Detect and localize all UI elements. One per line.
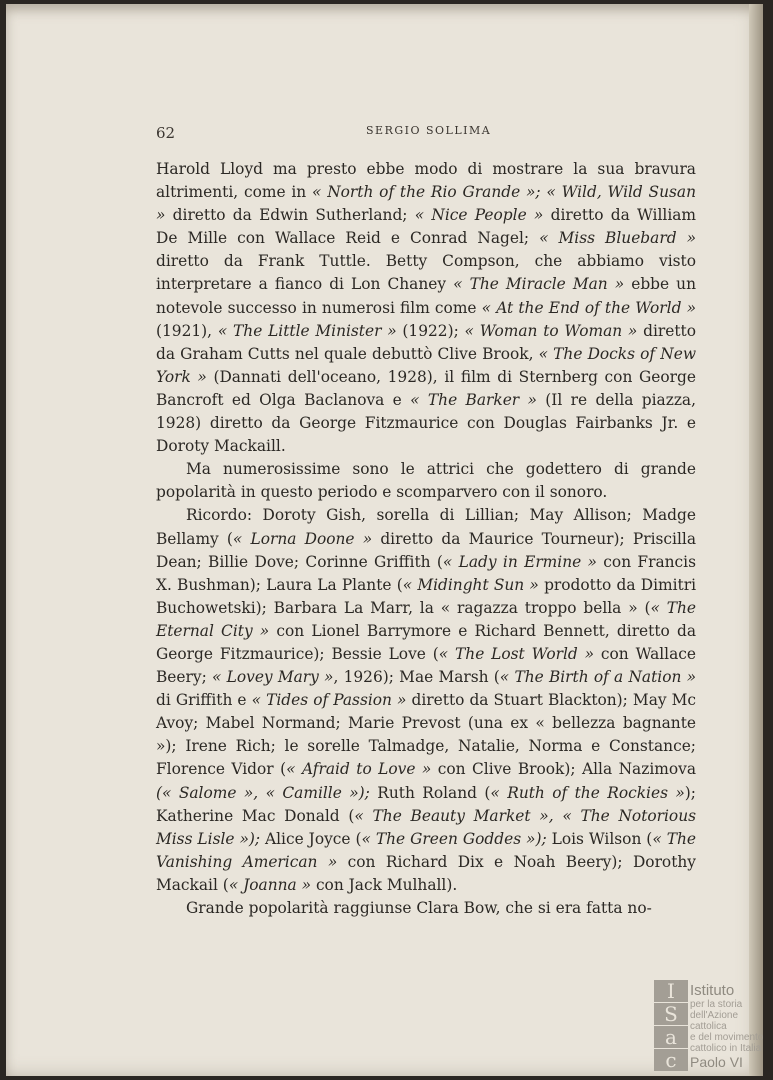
film-title: « The Eternal City »	[156, 598, 696, 640]
text-run: (1922);	[396, 321, 465, 340]
text-run: con Richard Dix e Noah Beery); Dorothy Mackail (	[156, 852, 696, 894]
film-title: « The Miracle Man »	[453, 275, 625, 294]
text-run: diretto da Maurice Tourneur); Priscilla Dean; Billie Dove; Corinne Griffith (	[156, 529, 696, 571]
institute-watermark-logo	[654, 980, 773, 1075]
film-title: « Miss Bluebard »	[539, 229, 696, 248]
film-title: « The Docks of New York »	[156, 344, 696, 386]
film-title: « Lady in Ermine »	[442, 552, 597, 571]
film-title: « Joanna »	[228, 875, 312, 894]
film-title: « Lorna Doone »	[232, 529, 373, 548]
text-run: diretto da Stuart Blackton); May Mc Avoy; Mabel Normand; Marie Prevost (una ex « bellezza bagnante »); Irene Rich; le sorelle Talmadge, Natalie, Norma e Constance; Florence Vidor (	[156, 691, 697, 779]
logo-letter: I	[654, 980, 688, 1002]
film-title: « The Green Goddes »);	[361, 829, 547, 848]
film-title: « The Little Minister »	[217, 321, 397, 340]
paragraph	[156, 897, 696, 920]
paragraph	[156, 458, 696, 504]
logo-line: e del movimento	[690, 1032, 764, 1043]
text-run: Grande popolarità raggiunse Clara Bow, che si era fatta no-	[186, 899, 652, 917]
film-title: « The Lost World »	[438, 644, 595, 663]
logo-letter-blocks	[654, 980, 688, 1072]
paragraph	[156, 158, 696, 458]
page-number: 62	[156, 124, 176, 142]
film-title: « Lovey Mary »	[212, 668, 334, 687]
film-title: « Afraid to Love »	[286, 760, 432, 779]
logo-letter: a	[654, 1026, 688, 1048]
text-run: di Griffith e	[156, 691, 252, 710]
logo-line: cattolico in Italia	[690, 1043, 762, 1054]
page-header	[156, 122, 696, 142]
book-page	[6, 4, 763, 1076]
text-run: prodotto da Dimitri Buchowetski); Barbara La Marr, la « ragazza troppo bella » (	[156, 575, 696, 617]
body-text	[156, 158, 696, 920]
logo-title: Istituto	[690, 982, 735, 999]
film-title: « Midinght Sun »	[402, 575, 539, 594]
film-title: « The Beauty Market », « The Notorious Miss Lisle »);	[156, 806, 697, 848]
text-run: Ricordo: Doroty Gish, sorella di Lillian; May Allison; Madge Bellamy (	[156, 506, 696, 548]
logo-letter: c	[654, 1049, 688, 1071]
text-run: con Clive Brook); Alla Nazimova	[431, 760, 696, 779]
film-title: « Nice People »	[414, 206, 544, 225]
text-run: con Wallace Beery;	[156, 644, 696, 687]
film-title: « At the End of the World »	[481, 298, 696, 317]
text-run: ebbe un notevole successo in numerosi film come	[156, 275, 697, 317]
running-head: SERGIO SOLLIMA	[366, 124, 492, 137]
logo-line: per la storia	[690, 999, 743, 1010]
text-run: Ruth Roland (	[369, 783, 491, 802]
film-title: « The Barker »	[410, 390, 537, 409]
logo-line: dell'Azione cattolica	[690, 1010, 739, 1032]
film-title: « Woman to Woman »	[464, 321, 638, 340]
film-title: « Tides of Passion »	[251, 691, 407, 710]
text-run: diretto da William De Mille con Wallace Reid e Conrad Nagel;	[156, 206, 697, 248]
text-run: Alice Joyce (	[260, 829, 362, 848]
logo-letter: S	[654, 1003, 688, 1025]
logo-name: Paolo VI	[690, 1054, 743, 1070]
text-run: ); Katherine Mac Donald (	[156, 783, 696, 825]
text-run: diretto da Edwin Sutherland;	[165, 206, 415, 225]
book-spine-shadow	[749, 4, 763, 1076]
film-title: « Ruth of the Rockies »	[490, 783, 685, 802]
text-run: con Lionel Barrymore e Richard Bennett, diretto da George Fitzmaurice); Bessie Love (	[156, 621, 696, 663]
film-title: « North of the Rio Grande »; « Wild, Wild Susan »	[156, 183, 696, 225]
text-run: diretto da Frank Tuttle. Betty Compson, che abbiamo visto interpretare a fianco di Lon Chaney	[156, 252, 696, 294]
film-title: « The Birth of a Nation »	[499, 668, 697, 687]
text-run: (Dannati dell'oceano, 1928), il film di Sternberg con George Bancroft ed Olga Baclanova e	[156, 367, 696, 409]
text-run: con Francis X. Bushman); Laura La Plante (	[156, 552, 696, 594]
text-run: Ma numerosissime sono le attrici che godettero di grande popolarità in questo periodo e scomparvero con il sonoro.	[156, 460, 696, 502]
text-run: (1921),	[156, 321, 218, 340]
logo-text	[690, 982, 773, 1070]
text-run: (Il re della piazza, 1928) diretto da George Fitzmaurice con Douglas Fairbanks Jr. e Doroty Mackaill.	[156, 390, 697, 456]
text-run: diretto da Graham Cutts nel quale debuttò Clive Brook,	[156, 321, 696, 363]
text-run: Lois Wilson (	[546, 829, 653, 848]
text-run: con Jack Mulhall).	[311, 875, 458, 894]
text-run: Harold Lloyd ma presto ebbe modo di mostrare la sua bravura altrimenti, come in	[156, 160, 696, 202]
text-run: , 1926); Mae Marsh (	[333, 668, 500, 687]
film-title: « The Vanishing American »	[156, 829, 696, 871]
paragraph	[156, 504, 696, 897]
film-title: (« Salome », « Camille »);	[156, 783, 370, 802]
